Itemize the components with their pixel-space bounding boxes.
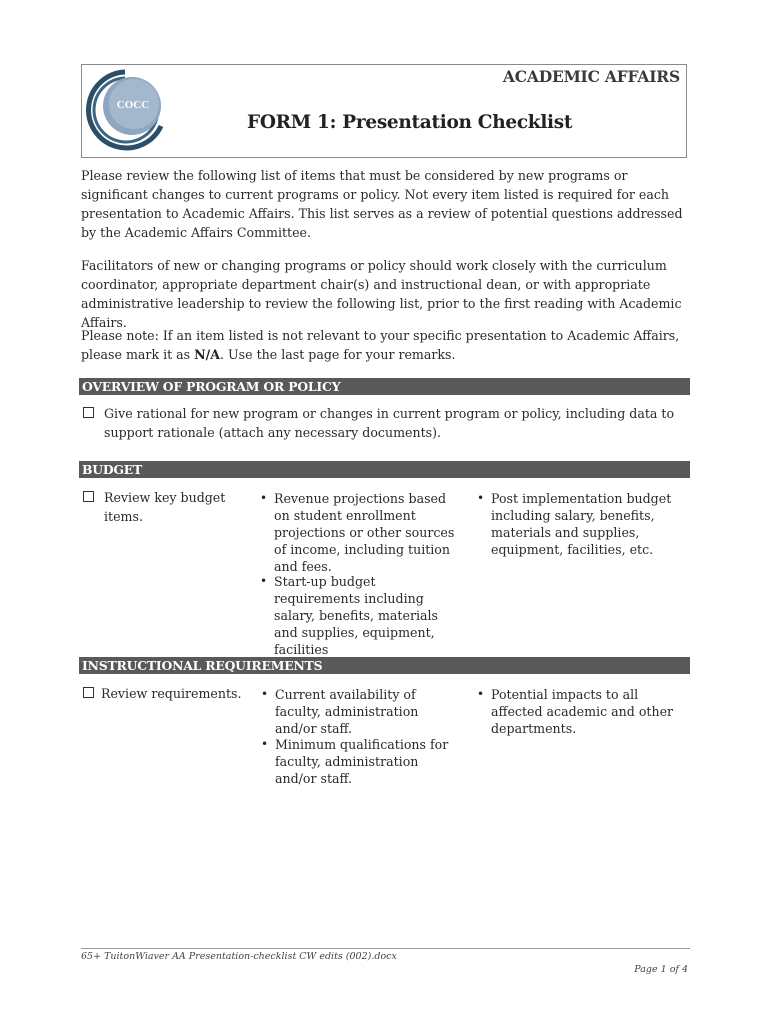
department-title: ACADEMIC AFFAIRS <box>502 67 680 86</box>
intro-paragraph-3: Please note: If an item listed is not relevant to your specific presentation to Academic Affairs, please mark it as N/A. Use the last page for your remarks. <box>81 328 680 362</box>
overview-check-label: Give rational for new program or changes in current program or policy, including data to support rationale (attach any necessary documents). <box>104 406 675 440</box>
form-title: FORM 1: Presentation Checklist <box>247 112 573 133</box>
intro-paragraph-2: Facilitators of new or changing programs or policy should work closely with the curriculum coordinator, appropriate department chair(s) and instructional dean, or with appropriate administrative leadership to review the following list, prior to the first reading with Academic Affairs. <box>81 258 682 330</box>
intro-paragraph-1: Please review the following list of items that must be considered by new programs or significant changes to current programs or policy. Not every item listed is required for each presentation to Academic Affairs. This list serves as a review of potential questions addressed by the Academic Affairs Committee. <box>81 168 683 240</box>
budget-bullet-startup: • Start-up budget requirements including salary, benefits, materials and supplies, equipment, facilities <box>260 573 465 658</box>
footer-filename: 65+ TuitonWiaver AA Presentation-checklist CW edits (002).docx <box>81 951 397 962</box>
section-header-overview: OVERVIEW OF PROGRAM OR POLICY <box>79 378 690 395</box>
instructional-bullet-qualifications: • Minimum qualifications for faculty, administration and/or staff. <box>261 736 461 787</box>
budget-checkbox[interactable] <box>83 491 94 502</box>
section-header-instructional: INSTRUCTIONAL REQUIREMENTS <box>79 657 690 674</box>
budget-check-label: Review key budget items. <box>104 490 226 524</box>
instructional-bullet-impacts: • Potential impacts to all affected academic and other departments. <box>477 686 682 737</box>
footer-divider <box>81 948 690 949</box>
cocc-logo <box>85 68 165 152</box>
overview-checkbox[interactable] <box>83 407 94 418</box>
logo-text: COCC <box>116 99 150 111</box>
header-box <box>81 64 687 158</box>
instructional-check-label: Review requirements. <box>101 686 242 701</box>
budget-bullet-post-implementation: • Post implementation budget including salary, benefits, materials and supplies, equipment, facilities, etc. <box>477 490 677 558</box>
instructional-checkbox[interactable] <box>83 687 94 698</box>
instructional-bullet-availability: • Current availability of faculty, administration and/or staff. <box>261 686 461 737</box>
budget-bullet-revenue: • Revenue projections based on student enrollment projections or other sources of income, including tuition and fees. <box>260 490 465 575</box>
footer-page-number: Page 1 of 4 <box>634 964 688 975</box>
section-header-budget: BUDGET <box>79 461 690 478</box>
na-mark: N/A <box>194 347 221 362</box>
